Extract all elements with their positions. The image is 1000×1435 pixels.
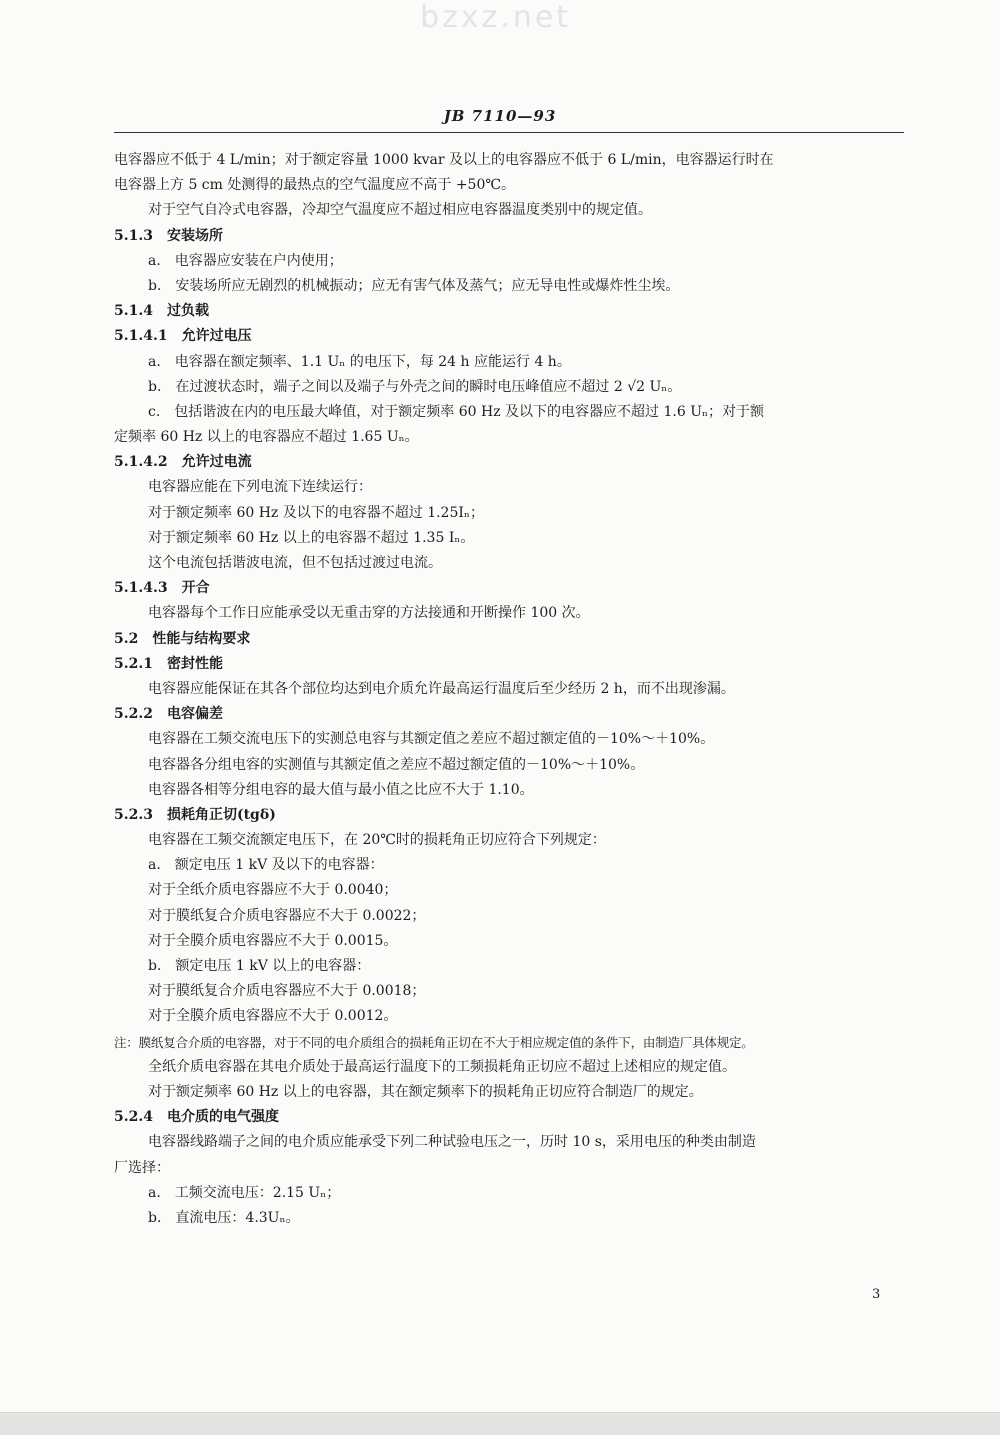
text-line: a. 额定电压 1 kV 及以下的电容器： [148, 857, 384, 874]
text-line: a. 电容器在额定频率、1.1 Uₙ 的电压下，每 24 h 应能运行 4 h。 [148, 353, 571, 370]
text-line: 厂选择： [114, 1159, 170, 1176]
section-heading: 5.2.2 电容偏差 [114, 706, 223, 723]
text-line: 对于额定频率 60 Hz 以上的电容器不超过 1.35 Iₙ。 [148, 529, 475, 546]
text-line: 对于额定频率 60 Hz 以上的电容器，其在额定频率下的损耗角正切应符合制造厂的规定。 [148, 1083, 703, 1100]
viewer-bottom-bar [0, 1412, 1000, 1435]
note-line: 注：膜纸复合介质的电容器，对于不同的电介质组合的损耗角正切在不大于相应规定值的条件下，由制造厂具体规定。 [114, 1034, 754, 1050]
section-heading: 5.1.4.3 开合 [114, 580, 210, 597]
text-line: 对于全膜介质电容器应不大于 0.0012。 [148, 1008, 398, 1025]
text-line: 全纸介质电容器在其电介质处于最高运行温度下的工频损耗角正切应不超过上述相应的规定值。 [148, 1058, 736, 1075]
text-line: 对于膜纸复合介质电容器应不大于 0.0018； [148, 983, 426, 1000]
text-line: b. 安装场所应无剧烈的机械振动；应无有害气体及蒸气；应无导电性或爆炸性尘埃。 [148, 277, 680, 294]
section-heading: 5.1.4.1 允许过电压 [114, 328, 252, 345]
text-line: 对于全纸介质电容器应不大于 0.0040； [148, 882, 398, 899]
section-heading: 5.1.4.2 允许过电流 [114, 454, 252, 471]
text-line: 电容器各相等分组电容的最大值与最小值之比应不大于 1.10。 [148, 781, 534, 798]
text-line: 电容器各分组电容的实测值与其额定值之差应不超过额定值的－10%～＋10%。 [148, 756, 645, 773]
header-divider [114, 132, 904, 133]
page-number: 3 [872, 1287, 881, 1302]
text-line: b. 在过渡状态时，端子之间以及端子与外壳之间的瞬时电压峰值应不超过 2 √2 Uₙ。 [148, 378, 682, 395]
text-line: 电容器上方 5 cm 处测得的最热点的空气温度应不高于 +50℃。 [114, 177, 516, 194]
text-line: 电容器在工频交流电压下的实测总电容与其额定值之差应不超过额定值的－10%～＋10%。 [148, 731, 715, 748]
section-heading: 5.2.3 损耗角正切(tgδ) [114, 806, 276, 823]
text-line: 这个电流包括谐波电流，但不包括过渡过电流。 [148, 555, 442, 571]
text-line: 定频率 60 Hz 以上的电容器应不超过 1.65 Uₙ。 [114, 429, 419, 446]
text-line: a. 工频交流电压：2.15 Uₙ； [148, 1184, 341, 1201]
section-heading: 5.2 性能与结构要求 [114, 630, 251, 647]
watermark: bzxz.net [420, 0, 572, 35]
text-line: b. 直流电压：4.3Uₙ。 [148, 1209, 300, 1226]
text-line: b. 额定电压 1 kV 以上的电容器： [148, 958, 371, 974]
text-line: 对于膜纸复合介质电容器应不大于 0.0022； [148, 907, 426, 924]
section-heading: 5.2.1 密封性能 [114, 655, 223, 672]
section-heading: 5.1.4 过负载 [114, 303, 209, 320]
section-heading: 5.2.4 电介质的电气强度 [114, 1109, 279, 1126]
text-line: 电容器在工频交流额定电压下，在 20℃时的损耗角正切应符合下列规定： [148, 832, 606, 849]
text-line: 电容器应能保证在其各个部位均达到电介质允许最高运行温度后至少经历 2 h，而不出现渗漏。 [148, 680, 735, 697]
text-line: 对于额定频率 60 Hz 及以下的电容器不超过 1.25Iₙ； [148, 504, 484, 521]
body-text [114, 148, 904, 1231]
text-line: 对于空气自冷式电容器，冷却空气温度应不超过相应电容器温度类别中的规定值。 [148, 202, 652, 219]
text-line: 电容器应不低于 4 L/min；对于额定容量 1000 kvar 及以上的电容器应不低于 6 L/min，电容器运行时在 [114, 152, 774, 168]
text-line: c. 包括谐波在内的电压最大峰值，对于额定频率 60 Hz 及以下的电容器应不超过 1.6 Uₙ；对于额 [148, 403, 765, 420]
text-line: 电容器每个工作日应能承受以无重击穿的方法接通和开断操作 100 次。 [148, 605, 590, 622]
text-line: 对于全膜介质电容器应不大于 0.0015。 [148, 932, 398, 949]
section-heading: 5.1.3 安装场所 [114, 227, 223, 244]
text-line: a. 电容器应安装在户内使用； [148, 252, 343, 269]
text-line: 电容器应能在下列电流下连续运行： [148, 479, 372, 496]
text-line: 电容器线路端子之间的电介质应能承受下列二种试验电压之一，历时 10 s，采用电压的种类由制造 [148, 1134, 756, 1151]
standard-number: JB 7110—93 [443, 107, 557, 125]
